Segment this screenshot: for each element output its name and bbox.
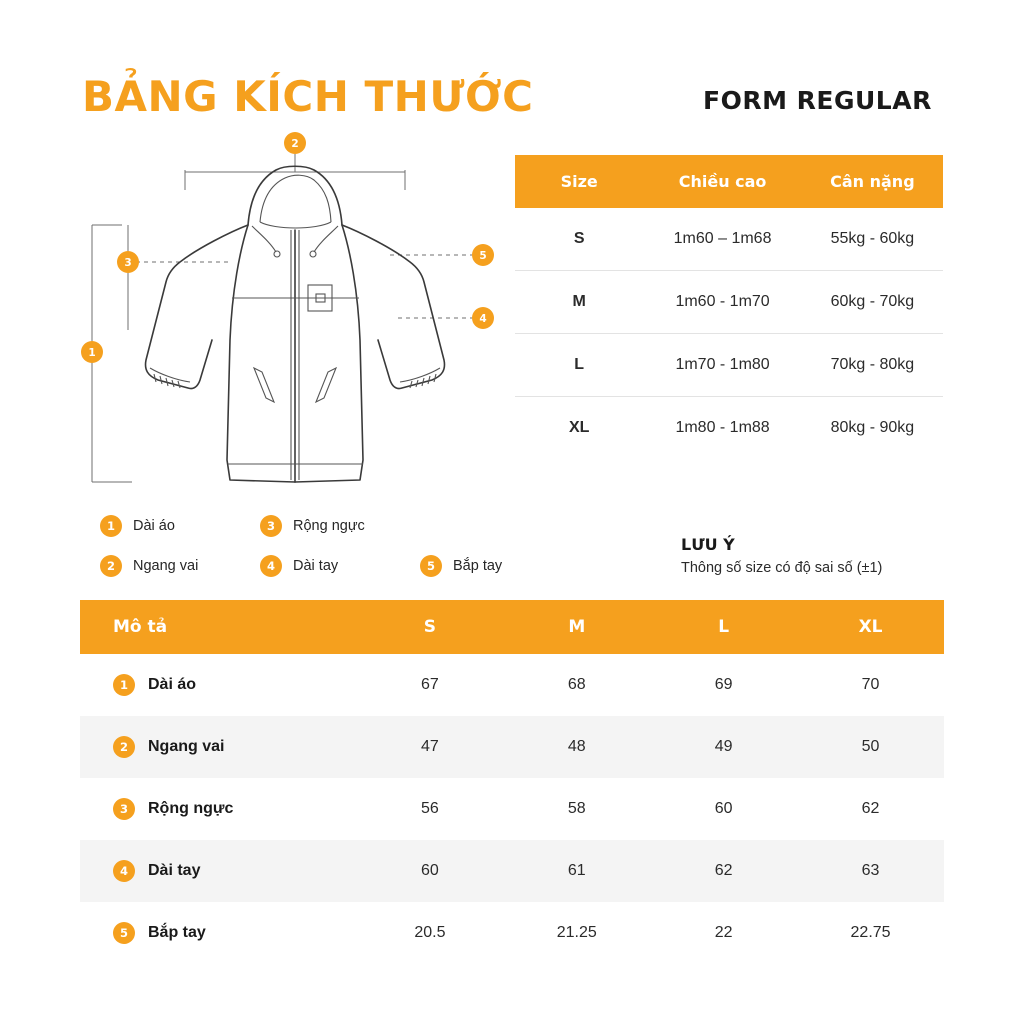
legend-row [100, 515, 520, 537]
cell-s: 47 [421, 738, 439, 755]
row-badge: 5 [113, 922, 135, 944]
legend-item-3 [260, 515, 420, 537]
note-title: LƯU Ý [681, 535, 735, 554]
note-block [681, 535, 981, 576]
diagram-badge-1: 1 [88, 347, 96, 359]
note-text: Thông số size có độ sai số (±1) [681, 560, 883, 576]
cell-height: 1m70 - 1m80 [643, 334, 801, 397]
legend-badge: 4 [260, 555, 282, 577]
col-header-height: Chiều cao [643, 155, 801, 208]
diagram-badge-4: 4 [479, 313, 487, 325]
table-row [515, 397, 943, 460]
cell-height: 1m80 - 1m88 [675, 419, 770, 436]
cell-height: 1m60 - 1m70 [643, 271, 801, 334]
table-row [80, 902, 944, 964]
cell-height: 1m60 – 1m68 [643, 208, 801, 271]
cell-m: 61 [567, 862, 586, 879]
col-header-s: S [356, 600, 503, 654]
legend-badge: 5 [420, 555, 442, 577]
cell-s: 60 [421, 862, 439, 879]
cell-size: M [515, 271, 643, 334]
cell-l: 49 [714, 738, 733, 755]
legend-item-5 [420, 555, 502, 577]
cell-weight: 60kg - 70kg [802, 271, 943, 334]
cell-m: 21.25 [556, 924, 597, 941]
jacket-diagram [80, 130, 510, 510]
table-row [515, 271, 943, 334]
row-badge: 1 [113, 674, 135, 696]
cell-weight: 55kg - 60kg [802, 208, 943, 271]
cell-weight: 80kg - 90kg [830, 419, 915, 436]
diagram-badge-3: 3 [124, 257, 132, 269]
table-header-row [80, 600, 944, 654]
col-header-size: Size [515, 155, 643, 208]
row-badge: 2 [113, 736, 135, 758]
table-header-row [515, 155, 943, 208]
legend-badge: 2 [100, 555, 122, 577]
measurement-table [80, 600, 944, 964]
cell-m: 58 [567, 800, 586, 817]
col-header-xl: XL [797, 600, 944, 654]
cell-description [80, 840, 356, 902]
legend-label: Bắp tay [453, 558, 503, 574]
row-label: Dài áo [148, 676, 197, 693]
table-row [515, 334, 943, 397]
cell-l: 22 [714, 924, 733, 941]
cell-description [80, 654, 356, 716]
col-header-description: Mô tả [80, 600, 356, 654]
legend-label: Dài tay [293, 558, 339, 574]
cell-s: 67 [421, 676, 439, 693]
legend-row [100, 555, 520, 577]
cell-xl: 70 [861, 676, 880, 693]
diagram-badge-5: 5 [479, 250, 487, 262]
legend-item-2 [100, 555, 260, 577]
diagram-badge-2: 2 [291, 138, 299, 150]
size-height-weight-table [515, 155, 943, 459]
cell-m: 48 [567, 738, 586, 755]
cell-s: 20.5 [414, 924, 446, 941]
legend-item-1 [100, 515, 260, 537]
table-row [80, 840, 944, 902]
legend [100, 515, 520, 595]
cell-l: 69 [714, 676, 733, 693]
col-header-l: L [650, 600, 797, 654]
legend-badge: 3 [260, 515, 282, 537]
cell-xl: 62 [861, 800, 880, 817]
cell-xl: 50 [861, 738, 880, 755]
cell-m: 68 [567, 676, 586, 693]
cell-weight: 70kg - 80kg [802, 334, 943, 397]
col-header-m: M [503, 600, 650, 654]
table-row [80, 716, 944, 778]
cell-s: 56 [421, 800, 439, 817]
cell-size: S [515, 208, 643, 271]
legend-item-4 [260, 555, 420, 577]
table-row [80, 778, 944, 840]
row-badge: 4 [113, 860, 135, 882]
row-label: Ngang vai [148, 738, 225, 755]
cell-size: L [515, 334, 643, 397]
cell-xl: 22.75 [850, 924, 891, 941]
col-header-weight: Cân nặng [802, 155, 943, 208]
table-row [515, 208, 943, 271]
legend-label: Ngang vai [133, 558, 199, 574]
row-label: Bắp tay [148, 924, 206, 941]
cell-l: 60 [714, 800, 733, 817]
legend-label: Rộng ngực [293, 518, 365, 534]
row-label: Rộng ngực [148, 800, 234, 817]
legend-label: Dài áo [133, 518, 175, 534]
cell-description [80, 716, 356, 778]
cell-size: XL [568, 419, 590, 436]
cell-xl: 63 [861, 862, 880, 879]
cell-description [80, 778, 356, 840]
row-label: Dài tay [148, 862, 201, 879]
table-row [80, 654, 944, 716]
legend-badge: 1 [100, 515, 122, 537]
row-badge: 3 [113, 798, 135, 820]
page-title: BẢNG KÍCH THƯỚC [82, 72, 534, 121]
cell-l: 62 [714, 862, 733, 879]
cell-description [80, 902, 356, 964]
form-title: FORM REGULAR [703, 86, 932, 115]
